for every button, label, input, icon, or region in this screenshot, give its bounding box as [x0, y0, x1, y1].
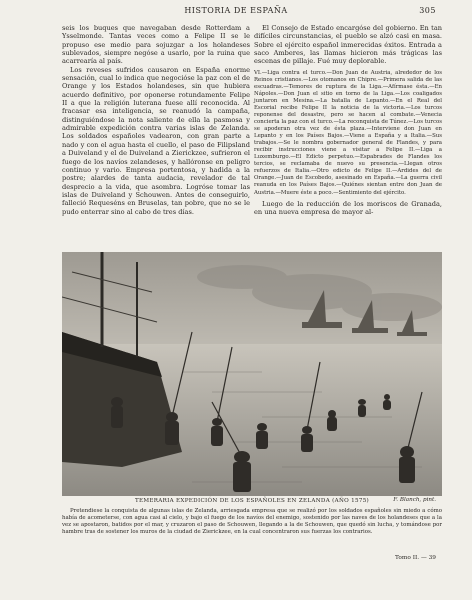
illustration-caption: TEMERARIA EXPEDICIÓN DE LOS ESPAÑOLES EN ZELANDA (AÑO 1575)	[134, 498, 370, 504]
right-paragraph-bottom: Luego de la reducción de los moriscos de Granada, en una nueva empresa de mayor al-	[254, 199, 442, 216]
left-column	[62, 24, 250, 216]
sheet-signature: Tomo II. — 39	[394, 555, 436, 561]
engraving-illustration	[62, 252, 442, 496]
left-paragraph-2: Los reveses sufridos causaron en España enorme sensación, cual lo indica que negocióse la paz con el de Orange y los Estados holandeses, sin que hubiera acuerdo definitivo, por oponerse rotundamente Felipe II a que la religión luterana fuese allí reconocida. Al fracasar esa inteligencia, se reanudó la campaña, distinguiéndose la nota saliente de ella la pasmosa y admirable expedición contra varias islas de Zelanda. Los soldados españoles vadearon, con gran parte a nado y con el agua hasta el cuello, el paso de Filipsland a Duiveland y el de Duiveland a Zierickzee, sufrieron el fuego de los navíos zelandeses, y hallóronse en peligro continuo y vario. Empresa portentosa, y hadida a la postre; alardes de tanta audacia, revelador de tal desprecio a la vida, que asombra. Logróse tomar las islas de Duiveland y Schouwen. Antes de conseguirlo, falleció Requeséns en Bruselas, tan pobre, que no se le pudo enterrar sino al cabo de tres días.	[62, 65, 250, 216]
page-title: HISTORIA DE ESPAÑA	[184, 6, 288, 15]
right-paragraph-top: El Consejo de Estado encargóse del gobierno. En tan difíciles circunstancias, el pueblo se alzó casi en masa. Sobre el ejército español inmerecidas éxitos. Entrada a saco Amberes, las llamas hicieron más trágicas las escenas de pillaje. Fué muy deplorable.	[254, 24, 442, 66]
illustration-footnote	[62, 508, 442, 536]
page-header	[0, 6, 472, 20]
right-column	[254, 24, 442, 216]
page-number: 305	[419, 6, 436, 15]
left-paragraph-1: seis los buques que navegaban desde Rotterdam a Ysselmonde. Tantas veces como a Felipe II se le propuso ese medio para sojuzgar a los holandeses sublevados, siempre negóse a usarlo, por la ruina que acarrearía al país.	[62, 24, 250, 66]
chapter-summary: VI.—Liga contra el turco.—Don Juan de Austria, alrededor de los Reinos cristianos.—Los otomanos en Chipre.—Primera salida de las escuadras.—Temores de ruptura de la Liga.—Afírmase ésta.—En Nápoles.—Don Juan el sitio en torno de la Liga.—Los coaligados juntaron en Mesina.—La batalla de Lepanto.—En el Real del Escorial recibe Felipe II la noticia de la victoria.—Los turcos reponense del desastre, pero se hacen al combate.—Venecia concierta la paz con el turco.—La reconquista de Túnez.—Los turcos se apoderan otra vez de ésta plaza.—Interviene don Juan en Lepanto y en los Países Bajos.—Viene a España y a Italia.—Sus trabajos.—Se le nombra gobernador general de Flandes, y para recibir instrucciones viene a visitar a Felipe II.—Liga a Luxemburgo.—El Edicto perpetuo.—Espabrades de Flandes los tercios, se reclamaba de nuevo su presencia.—Llegan otros refuerzos de Italia.—Otro edicto de Felipe II.—Ardides del de Orange.—Juan de Escobedo, asesinado en España.—La guerra civil reanuda en los Países Bajos.—Quiénes sientan entre don Juan de Austria.—Muere éste a poco.—Sentimiento del ejército.	[254, 69, 442, 196]
footnote-text: Pretendiese la conquista de algunas islas de Zelanda, arriesgada empresa que se realizó por los soldados españoles sin miedo a cómo había de acometerse, con agua casi al cielo, y bajo el fuego de los navíos del enemigo, sostenido por las naves de los holandeses que a la vez se apostaron, batidos por el mar, y cruzaron el paso de Schouwen, llegando a la de Schouwen, que quedó sin lucha, y tomándose por hambre tras de sostener los muros de la ciudad de Zierickzee, en la cual concentraron sus fuerzas los contrarios.	[62, 508, 442, 535]
artist-signature: F. Blanch, pint.	[393, 497, 436, 503]
engraving-scene	[62, 252, 442, 496]
